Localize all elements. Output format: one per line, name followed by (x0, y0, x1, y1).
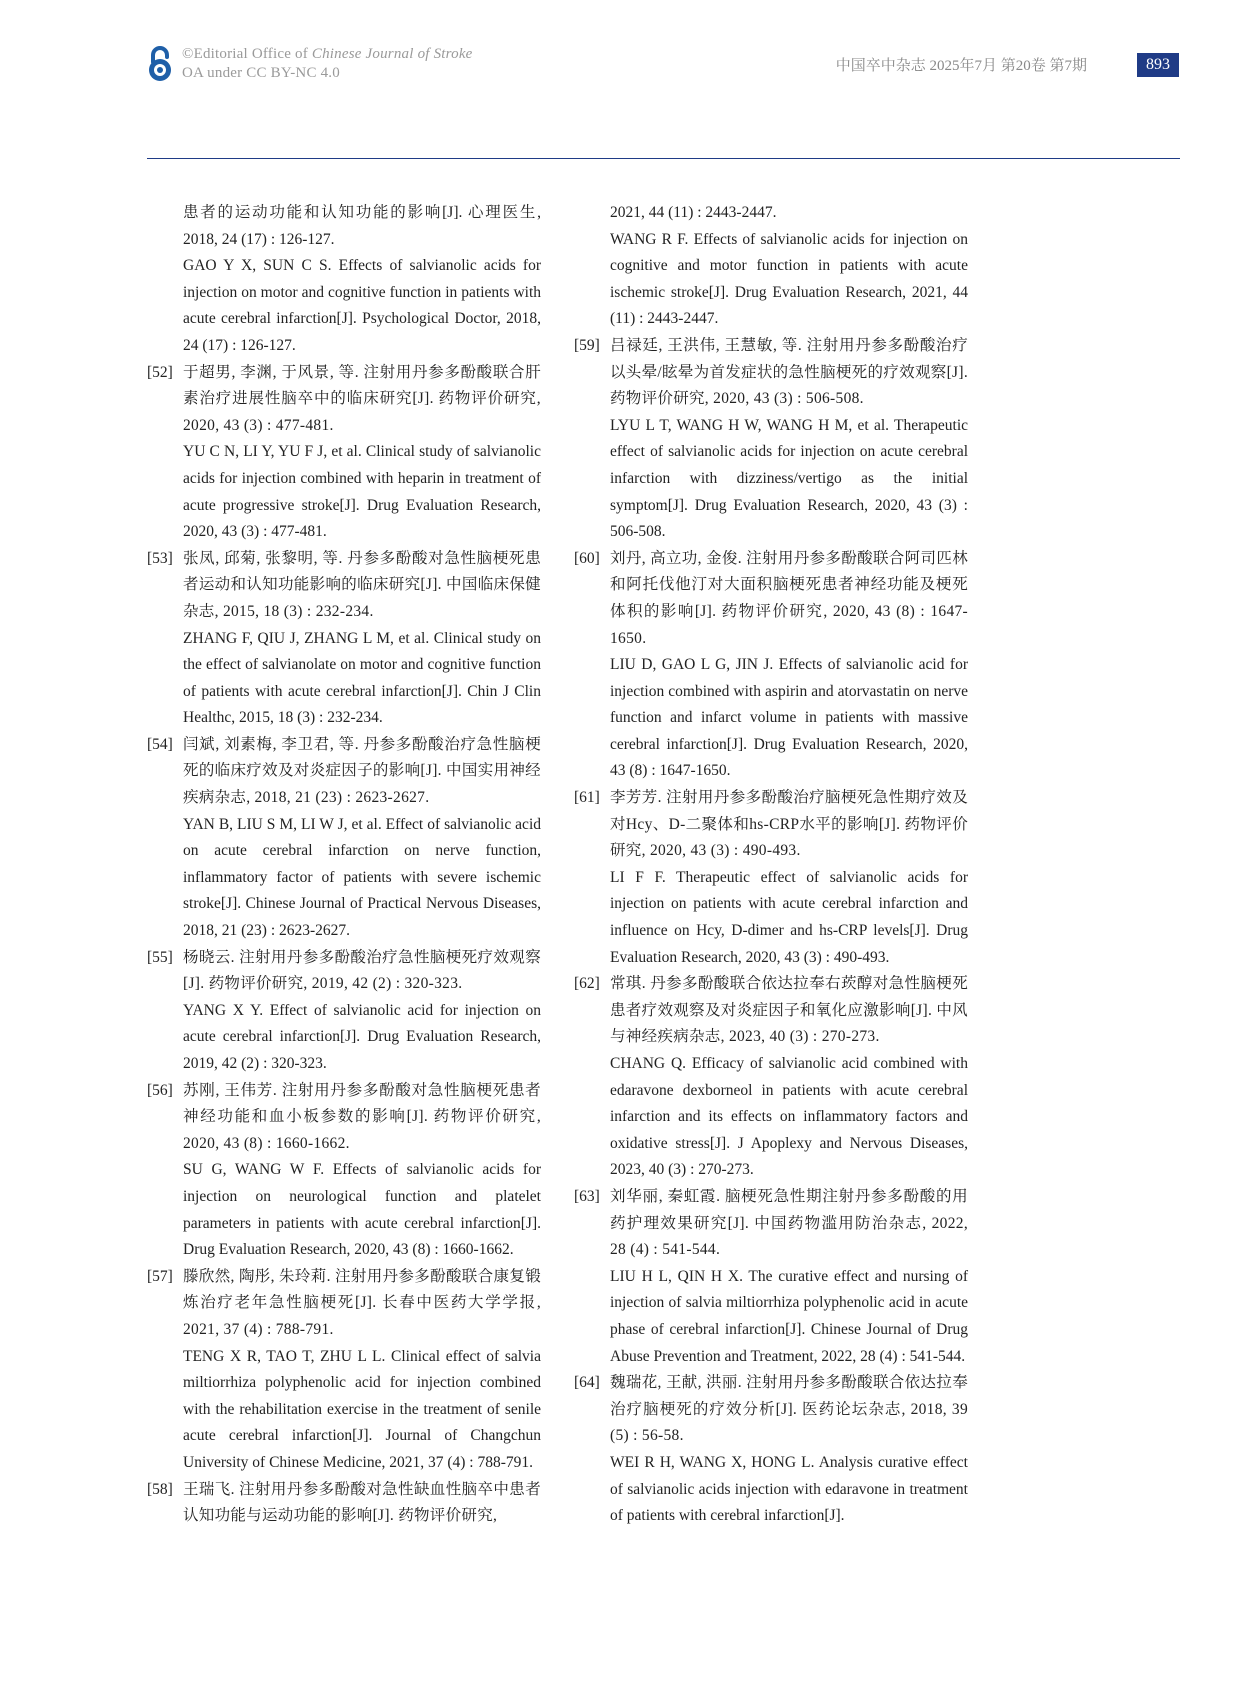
reference-number: [57] (147, 1267, 173, 1285)
open-access-lock-icon (146, 45, 174, 83)
header-divider (147, 158, 1180, 159)
reference-en: SU G, WANG W F. Effects of salvianolic acids for injection on neurological function and platelet parameters in patients with acute cerebral infarction[J]. Drug Evaluation Research, 2020, 43 (8) : 1660-1662. (183, 1161, 541, 1259)
reference-continuation (574, 200, 968, 333)
reference-57 (147, 1264, 541, 1477)
reference-en: YANG X Y. Effect of salvianolic acid for injection on acute cerebral infarction[J]. Drug Evaluation Research, 2019, 42 (2) : 320-323. (183, 1001, 541, 1072)
reference-zh: 患者的运动功能和认知功能的影响[J]. 心理医生, 2018, 24 (17) : 126-127. (183, 204, 541, 248)
reference-number: [55] (147, 948, 173, 966)
reference-en: LYU L T, WANG H W, WANG H M, et al. Therapeutic effect of salvianolic acids for injection on acute cerebral infarction with dizziness/vertigo as the initial symptom[J]. Drug Evaluation Research, 2020, 43 (3) : 506-508. (610, 416, 968, 541)
page-header (0, 0, 1241, 165)
journal-issue-info: 中国卒中杂志 2025年7月 第20卷 第7期 (835, 58, 1087, 74)
reference-number: [53] (147, 549, 173, 567)
reference-number: [52] (147, 363, 173, 381)
reference-number: [59] (574, 336, 600, 354)
reference-number: [62] (574, 975, 600, 993)
reference-zh: 刘丹, 高立功, 金俊. 注射用丹参多酚酸联合阿司匹林和阿托伐他汀对大面积脑梗死患者神经功能及梗死体积的影响[J]. 药物评价研究, 2020, 43 (8) : 1647-1650. (610, 549, 968, 647)
reference-zh: 王瑞飞. 注射用丹参多酚酸对急性缺血性脑卒中患者认知功能与运动功能的影响[J]. 药物评价研究, (183, 1480, 541, 1525)
reference-number: [54] (147, 735, 173, 753)
page-number: 893 (1137, 53, 1179, 77)
reference-en: WANG R F. Effects of salvianolic acids for injection on cognitive and motor function in patients with acute ischemic stroke[J]. Drug Evaluation Research, 2021, 44 (11) : 2443-2447. (610, 230, 968, 328)
reference-59 (574, 333, 968, 546)
reference-zh: 魏瑞花, 王献, 洪丽. 注射用丹参多酚酸联合依达拉奉治疗脑梗死的疗效分析[J]. 医药论坛杂志, 2018, 39 (5) : 56-58. (610, 1374, 968, 1445)
reference-number: [60] (574, 549, 600, 567)
reference-60 (574, 546, 968, 785)
reference-en: TENG X R, TAO T, ZHU L L. Clinical effect of salvia miltiorrhiza polyphenolic acid for injection combined with the rehabilitation exercise in the treatment of senile acute cerebral infarction[J]. Journal of Changchun University of Chinese Medicine, 2021, 37 (4) : 788-791. (183, 1347, 541, 1471)
reference-zh: 吕禄廷, 王洪伟, 王慧敏, 等. 注射用丹参多酚酸治疗以头晕/眩晕为首发症状的急性脑梗死的疗效观察[J]. 药物评价研究, 2020, 43 (3) : 506-508. (610, 336, 968, 408)
reference-54 (147, 732, 541, 945)
reference-en: LI F F. Therapeutic effect of salvianolic acids for injection on patients with acute cerebral infarction and influence on Hcy, D-dimer and hs-CRP levels[J]. Drug Evaluation Research, 2020, 43 (3) : 490-493. (610, 868, 968, 966)
reference-53 (147, 546, 541, 732)
license-text: OA under CC BY-NC 4.0 (182, 65, 340, 81)
reference-en: LIU D, GAO L G, JIN J. Effects of salvianolic acid for injection combined with aspirin and atorvastatin on nerve function and infarct volume in patients with massive cerebral infarction[J]. Drug Evaluation Research, 2020, 43 (8) : 1647-1650. (610, 656, 968, 780)
reference-zh: 李芳芳. 注射用丹参多酚酸治疗脑梗死急性期疗效及对Hcy、D-二聚体和hs-CRP水平的影响[J]. 药物评价研究, 2020, 43 (3) : 490-493. (610, 789, 968, 860)
reference-continuation (147, 200, 541, 360)
reference-56 (147, 1078, 541, 1264)
reference-zh: 刘华丽, 秦虹霞. 脑梗死急性期注射丹参多酚酸的用药护理效果研究[J]. 中国药物滥用防治杂志, 2022, 28 (4) : 541-544. (610, 1187, 968, 1259)
reference-zh: 闫斌, 刘素梅, 李卫君, 等. 丹参多酚酸治疗急性脑梗死的临床疗效及对炎症因子的影响[J]. 中国实用神经疾病杂志, 2018, 21 (23) : 2623-2627. (183, 735, 541, 807)
reference-58 (147, 1477, 541, 1530)
reference-en: YAN B, LIU S M, LI W J, et al. Effect of salvianolic acid on acute cerebral infarction on nerve function, inflammatory factor of patients with severe ischemic stroke[J]. Chinese Journal of Practical Nervous Diseases, 2018, 21 (23) : 2623-2627. (183, 815, 541, 940)
reference-zh: 杨晓云. 注射用丹参多酚酸治疗急性脑梗死疗效观察[J]. 药物评价研究, 2019, 42 (2) : 320-323. (183, 948, 541, 993)
reference-number: [56] (147, 1081, 173, 1099)
copyright-prefix: ©Editorial Office of (182, 46, 308, 62)
reference-number: [64] (574, 1374, 600, 1392)
reference-63 (574, 1184, 968, 1370)
journal-name-en: Chinese Journal of Stroke (311, 46, 473, 62)
reference-64 (574, 1370, 968, 1530)
reference-zh: 苏刚, 王伟芳. 注射用丹参多酚酸对急性脑梗死患者神经功能和血小板参数的影响[J]. 药物评价研究, 2020, 43 (8) : 1660-1662. (183, 1081, 541, 1152)
copyright-notice (182, 45, 473, 83)
reference-number: [58] (147, 1480, 173, 1498)
reference-62 (574, 971, 968, 1184)
reference-zh: 张凤, 邱菊, 张黎明, 等. 丹参多酚酸对急性脑梗死患者运动和认知功能影响的临床研究[J]. 中国临床保健杂志, 2015, 18 (3) : 232-234. (183, 549, 541, 620)
reference-number: [63] (574, 1187, 600, 1205)
reference-en: CHANG Q. Efficacy of salvianolic acid combined with edaravone dexborneol in patients with acute cerebral infarction and its effects on inflammatory factors and oxidative stress[J]. J Apoplexy and Nervous Diseases, 2023, 40 (3) : 270-273. (610, 1055, 968, 1179)
reference-zh: 常琪. 丹参多酚酸联合依达拉奉右莰醇对急性脑梗死患者疗效观察及对炎症因子和氧化应激影响[J]. 中风与神经疾病杂志, 2023, 40 (3) : 270-273. (610, 975, 968, 1046)
references-left-column (147, 200, 541, 1530)
reference-61 (574, 785, 968, 971)
reference-zh: 于超男, 李渊, 于风景, 等. 注射用丹参多酚酸联合肝素治疗进展性脑卒中的临床研究[J]. 药物评价研究, 2020, 43 (3) : 477-481. (183, 363, 541, 434)
reference-en: GAO Y X, SUN C S. Effects of salvianolic acids for injection on motor and cognitive function in patients with acute cerebral infarction[J]. Psychological Doctor, 2018, 24 (17) : 126-127. (183, 257, 541, 354)
reference-55 (147, 945, 541, 1078)
references-right-column (574, 200, 968, 1530)
reference-en: LIU H L, QIN H X. The curative effect and nursing of injection of salvia miltiorrhiza polyphenolic acid in acute phase of cerebral infarction[J]. Chinese Journal of Drug Abuse Prevention and Treatment, 2022, 28 (4) : 541-544. (610, 1267, 968, 1365)
reference-52 (147, 360, 541, 546)
reference-en: YU C N, LI Y, YU F J, et al. Clinical study of salvianolic acids for injection combined with heparin in treatment of acute progressive stroke[J]. Drug Evaluation Research, 2020, 43 (3) : 477-481. (183, 443, 541, 541)
reference-number: [61] (574, 789, 600, 807)
reference-en: ZHANG F, QIU J, ZHANG L M, et al. Clinical study on the effect of salvianolate on motor and cognitive function of patients with acute cerebral infarction[J]. Chin J Clin Healthc, 2015, 18 (3) : 232-234. (183, 629, 541, 727)
reference-zh: 滕欣然, 陶彤, 朱玲莉. 注射用丹参多酚酸联合康复锻炼治疗老年急性脑梗死[J]. 长春中医药大学学报, 2021, 37 (4) : 788-791. (183, 1267, 541, 1338)
reference-en: WEI R H, WANG X, HONG L. Analysis curative effect of salvianolic acids injection with edaravone in treatment of patients with cerebral infarction[J]. (610, 1453, 968, 1525)
reference-zh: 2021, 44 (11) : 2443-2447. (610, 204, 777, 221)
